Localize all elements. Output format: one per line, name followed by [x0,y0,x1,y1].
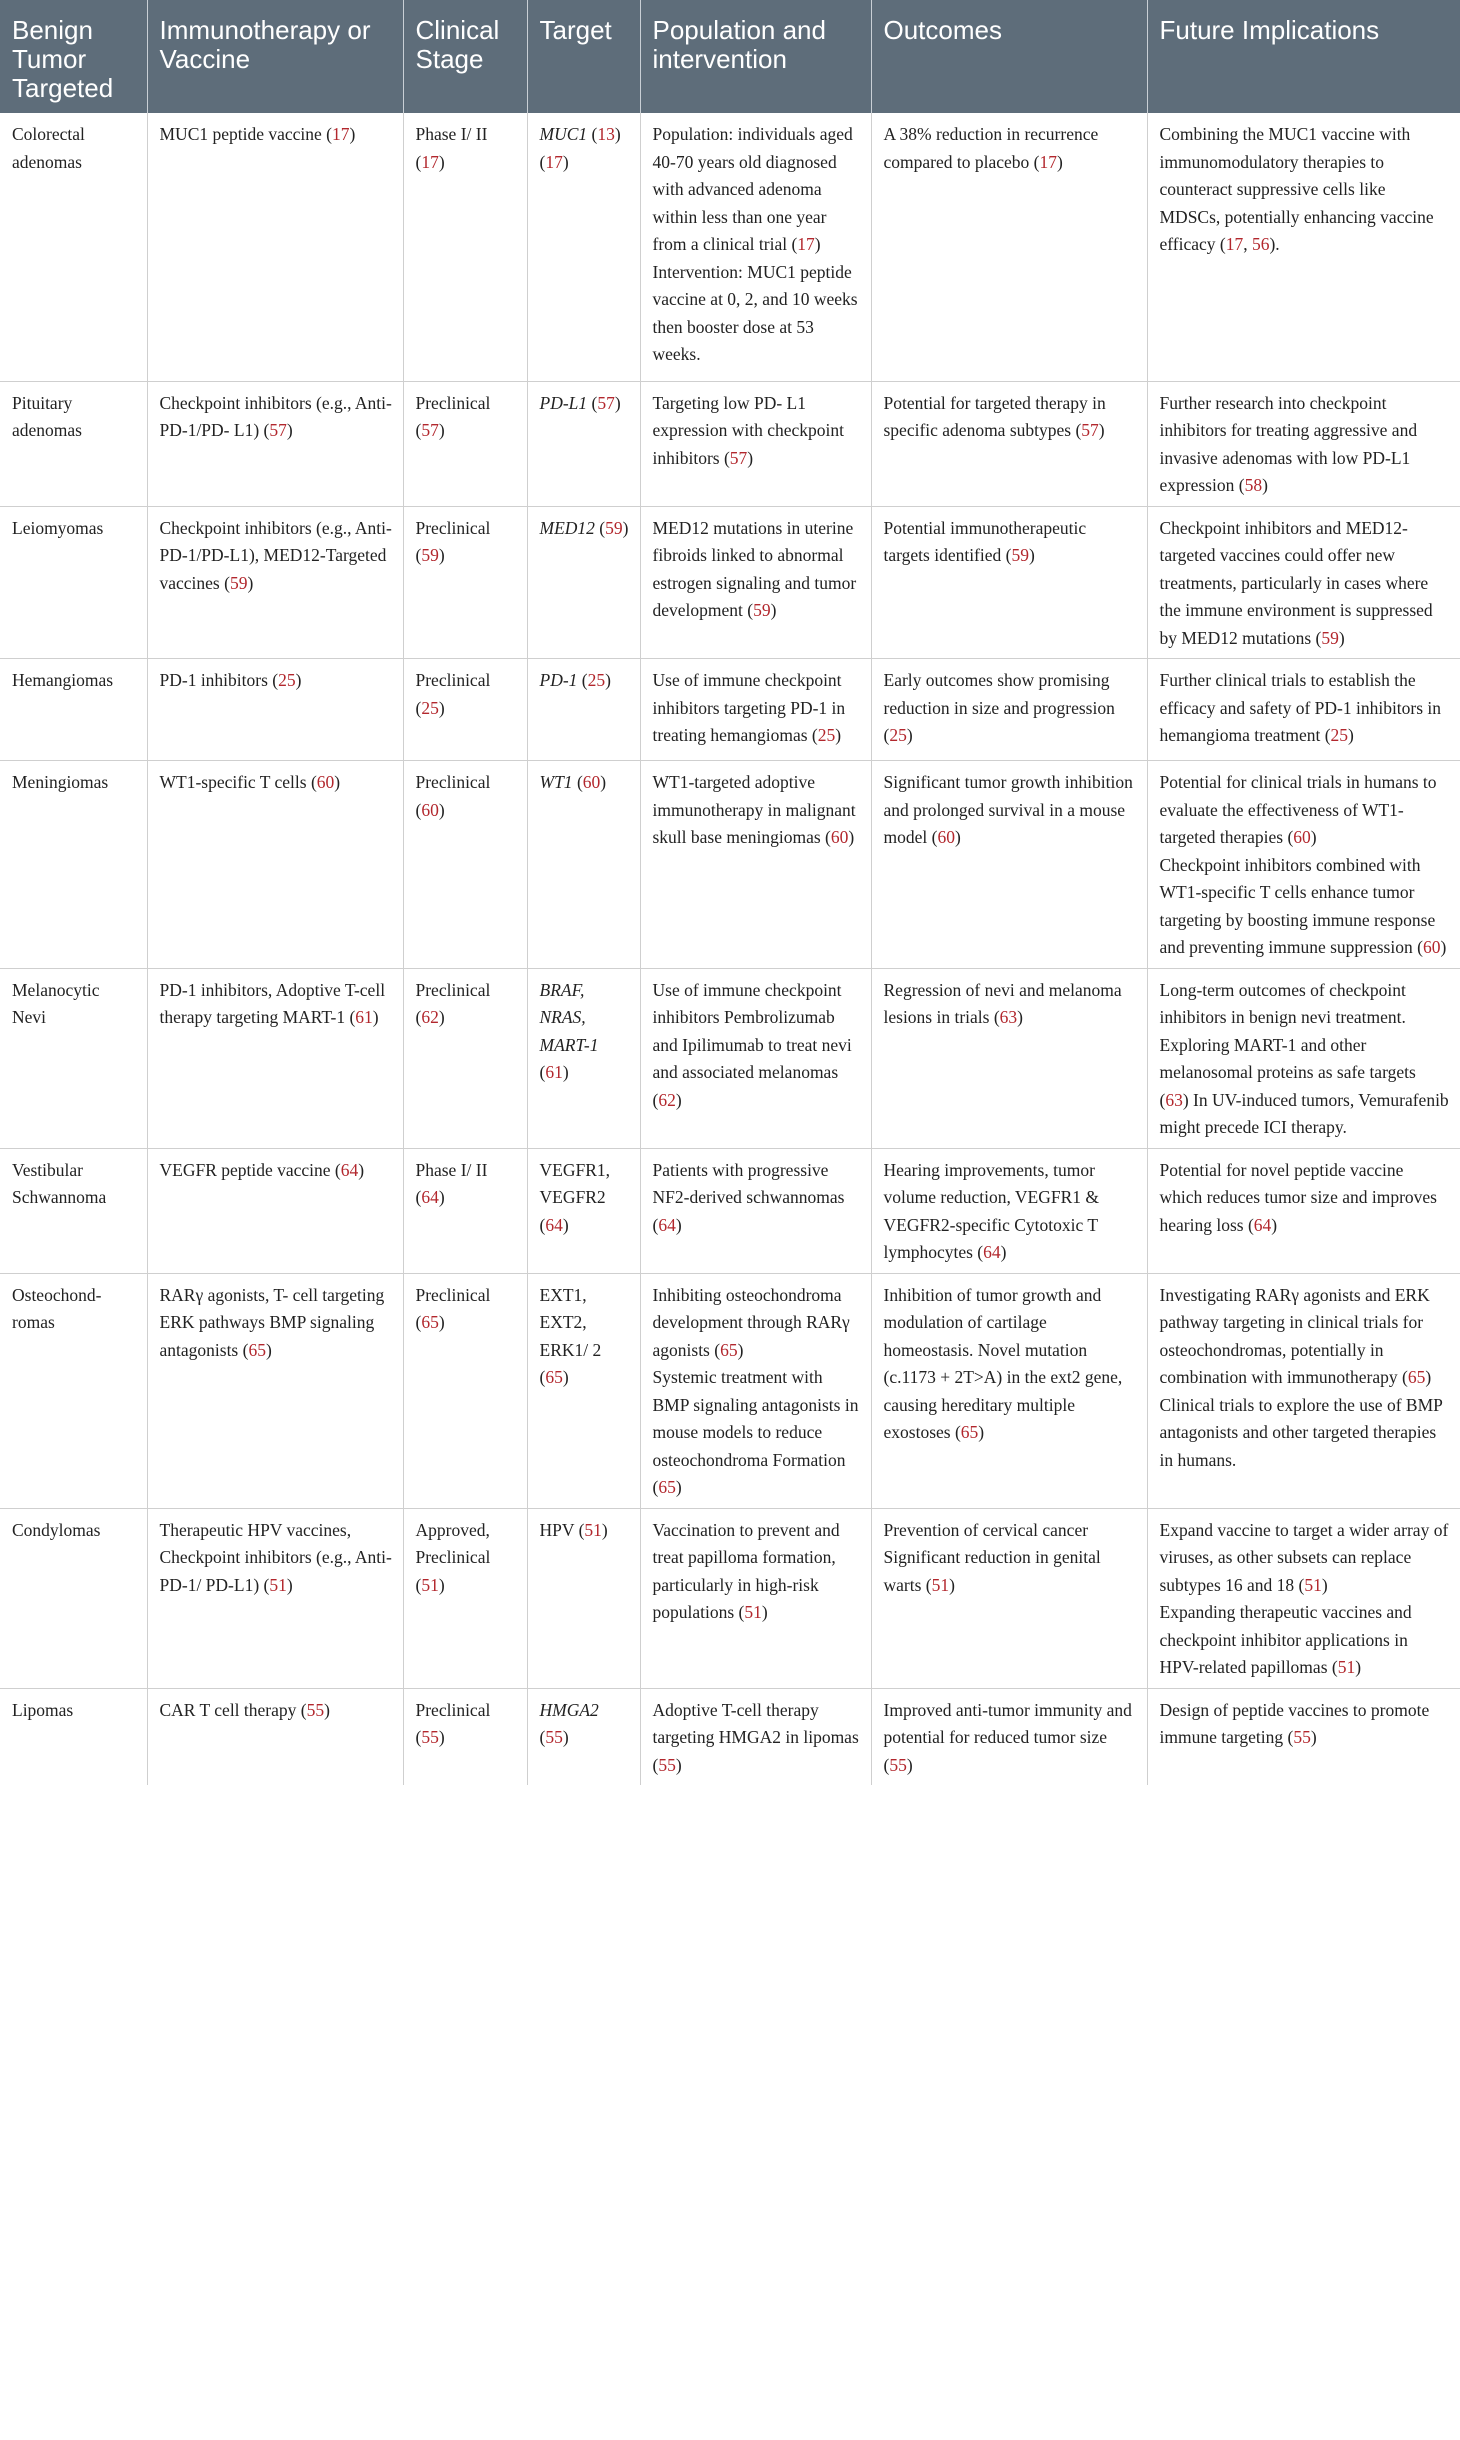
cell-text: ) [761,1602,768,1622]
immunotherapy-cell [147,506,403,659]
citation-link[interactable]: 64 [421,1187,439,1207]
cell-text: Melanocytic Nevi [12,979,100,1027]
cell-text: ) [562,1367,569,1387]
tumor-cell [0,506,147,659]
citation-link[interactable]: 60 [316,772,335,792]
cell-text: ) [438,1187,445,1207]
outcomes-cell [871,113,1147,381]
cell-text: Vaccination to prevent and treat papilloma formation, particularly in high-risk populations ( [652,1519,840,1622]
header-population: Population and intervention [640,0,871,113]
cell-text: ( [587,392,598,413]
target-cell [527,506,640,659]
stage-cell [403,1508,527,1688]
citation-link[interactable]: 51 [931,1574,950,1595]
citation-link[interactable]: 55 [545,1727,563,1747]
cell-text: ) [770,600,777,620]
citation-link[interactable]: 51 [744,1602,762,1622]
citation-link[interactable]: 55 [306,1699,325,1720]
cell-text: ) Expanding therapeutic vaccines and checkpoint inhibitor applications in HPV-related papillomas ( [1159,1574,1412,1677]
population-cell [640,1273,871,1508]
table-body [0,113,1460,1785]
citation-link[interactable]: 60 [937,827,955,847]
cell-text: ( [539,1062,546,1082]
outcomes-cell [871,761,1147,969]
citation-link[interactable]: 59 [1011,545,1029,565]
outcomes-cell [871,1508,1147,1688]
cell-text: Potential for clinical trials in humans to evaluate the effectiveness of WT1-targeted therapies ( [1159,772,1437,847]
cell-text: ) [1000,1242,1007,1262]
cell-text: PD-1 inhibitors ( [159,670,279,690]
table-row [0,761,1460,969]
population-cell [640,506,871,659]
citation-link[interactable]: 64 [340,1159,359,1180]
immunotherapy-cell [147,968,403,1148]
cell-text: Approved, Preclinical ( [415,1519,491,1595]
future-cell [1147,1688,1460,1785]
cell-text: ) [1017,1007,1023,1027]
citation-link[interactable]: 25 [1330,725,1349,745]
future-cell [1147,1508,1460,1688]
cell-text: Checkpoint inhibitors (e.g., Anti-PD-1/PD-L1), MED12-Targeted vaccines ( [159,517,392,593]
header-future: Future Implications [1147,0,1460,113]
citation-link[interactable]: 58 [1244,475,1263,495]
citation-link[interactable]: 60 [582,772,601,792]
future-cell [1147,659,1460,761]
outcomes-cell [871,381,1147,506]
table-row [0,506,1460,659]
citation-link[interactable]: 60 [830,827,849,847]
cell-text: HMGA2 [539,1699,599,1720]
cell-text: ) [1028,545,1035,565]
tumor-cell [0,659,147,761]
stage-cell [403,1148,527,1273]
cell-text: Hemangiomas [12,670,114,690]
citation-link[interactable]: 51 [584,1519,602,1540]
cell-text: MUC1 peptide vaccine ( [159,124,333,144]
cell-text: Adoptive T-cell therapy targeting HMGA2 in lipomas ( [652,1699,859,1775]
cell-text: Long-term outcomes of checkpoint inhibitors in benign nevi treatment. Exploring MART-1 and other melanosomal proteins as safe targets ( [1159,979,1416,1110]
future-cell [1147,1148,1460,1273]
cell-text: Hearing improvements, tumor volume reduction, VEGFR1 & VEGFR2-specific Cytotoxic T lymphocytes ( [883,1159,1099,1262]
citation-link[interactable]: 51 [1304,1574,1322,1595]
citation-link[interactable]: 59 [753,600,771,620]
cell-text: ) [675,1754,682,1775]
target-cell [527,1508,640,1688]
cell-text: MED12 [539,517,595,538]
citation-link[interactable]: 59 [1321,627,1339,648]
cell-text: Potential for novel peptide vaccine which reduces tumor size and improves hearing loss ( [1159,1159,1437,1235]
tumor-cell [0,1148,147,1273]
cell-text: ) [438,1727,445,1747]
cell-text: ) [614,392,621,413]
cell-text: ) [601,1519,608,1540]
header-target: Target [527,0,640,113]
cell-text: Preclinical ( [415,772,491,820]
cell-text: ) Clinical trials to explore the use of BMP antagonists and other targeted therapies in humans. [1159,1367,1443,1470]
cell-text: PD-1 inhibitors, Adoptive T-cell therapy targeting MART-1 ( [159,979,386,1027]
cell-text: Pituitary adenomas [12,392,82,440]
citation-link[interactable]: 64 [983,1242,1001,1262]
citation-link[interactable]: 17 [1039,151,1057,172]
cell-text: ) Systemic treatment with BMP signaling antagonists in mouse models to reduce osteochondroma Formation ( [652,1339,859,1497]
cell-text: MUC1 [539,124,588,144]
citation-link[interactable]: 64 [658,1214,676,1235]
cell-text: ) Checkpoint inhibitors combined with WT1-specific T cells enhance tumor targeting by boosting immune response and preventing immune suppression ( [1159,827,1436,957]
cell-text: Preclinical ( [415,670,491,718]
immunotherapy-cell [147,659,403,761]
cell-text: ) [358,1159,365,1180]
citation-link[interactable]: 55 [421,1727,439,1747]
cell-text: ) [835,725,842,745]
cell-text: ) [349,124,356,144]
target-cell [527,1148,640,1273]
cell-text: ) [1338,627,1345,648]
header-benign-tumor: Benign Tumor Targeted [0,0,147,113]
cell-text: ) [247,572,254,593]
cell-text: ) Intervention: MUC1 peptide vaccine at 0, 2, and 10 weeks then booster dose at 53 weeks. [652,234,858,364]
target-cell [527,761,640,969]
cell-text: ) ( [539,124,621,172]
cell-text: ( [539,1727,546,1747]
immunotherapy-cell [147,1508,403,1688]
cell-text: ) [1056,151,1063,172]
cell-text: PD-L1 [539,392,588,413]
cell-text: Significant tumor growth inhibition and prolonged survival in a mouse model ( [883,772,1133,847]
cell-text: ) [675,1477,682,1497]
cell-text: Therapeutic HPV vaccines, Checkpoint inhibitors (e.g., Anti-PD-1/ PD-L1) ( [159,1519,392,1595]
cell-text: ) [438,420,445,440]
citation-link[interactable]: 17 [332,124,350,144]
cell-text: ) [562,1214,569,1235]
cell-text: ) [675,1089,682,1110]
cell-text: ) [562,1727,569,1747]
citation-link[interactable]: 65 [658,1477,676,1497]
tumor-cell [0,381,147,506]
stage-cell [403,968,527,1148]
cell-text: Design of peptide vaccines to promote immune targeting ( [1159,1699,1430,1747]
immunotherapy-cell [147,381,403,506]
cell-text: ( [594,517,606,538]
tumor-cell [0,113,147,381]
header-immunotherapy: Immunotherapy or Vaccine [147,0,403,113]
immunotherapy-cell [147,113,403,381]
cell-text: ) [438,1007,445,1027]
citation-link[interactable]: 62 [421,1007,439,1027]
population-cell [640,113,871,381]
table-row [0,968,1460,1148]
cell-text: Potential immunotherapeutic targets identified ( [883,517,1087,565]
citation-link[interactable]: 59 [605,517,623,538]
cell-text: HPV ( [539,1519,585,1540]
cell-text: , [1243,234,1252,254]
citation-link[interactable]: 17 [1225,234,1244,254]
citation-link[interactable]: 13 [597,124,615,144]
table-row [0,1273,1460,1508]
cell-text: ) [747,447,754,468]
citation-link[interactable]: 25 [889,725,907,745]
population-cell [640,968,871,1148]
cell-text: Use of immune checkpoint inhibitors Pembrolizumab and Ipilimumab to treat nevi and associated melanomas ( [652,979,852,1110]
cell-text: VEGFR peptide vaccine ( [159,1159,341,1180]
cell-text: Preclinical ( [415,979,491,1027]
population-cell [640,761,871,969]
cell-text: Regression of nevi and melanoma lesions in trials ( [883,979,1122,1027]
header-outcomes: Outcomes [871,0,1147,113]
target-cell [527,1273,640,1508]
cell-text: Meningiomas [12,772,109,792]
table-row [0,113,1460,381]
citation-link[interactable]: 56 [1251,234,1270,254]
cell-text: ( [577,670,588,690]
citation-link[interactable]: 57 [729,447,748,468]
future-cell [1147,968,1460,1148]
cell-text: A 38% reduction in recurrence compared to placebo ( [883,124,1099,172]
citation-link[interactable]: 62 [658,1089,676,1110]
citation-link[interactable]: 25 [587,670,606,690]
citation-link[interactable]: 61 [545,1062,563,1082]
cell-text: ). [1269,234,1280,254]
table-row [0,1148,1460,1273]
cell-text: ( [587,124,598,144]
stage-cell [403,1273,527,1508]
table-row [0,381,1460,506]
citation-link[interactable]: 57 [597,392,615,413]
cell-text: ( [572,772,583,792]
stage-cell [403,506,527,659]
citation-link[interactable]: 57 [421,420,439,440]
cell-text: ) [978,1422,985,1442]
cell-text: Further clinical trials to establish the efficacy and safety of PD-1 inhibitors in hemangioma treatment ( [1159,670,1442,745]
cell-text: ) [286,420,293,440]
cell-text: Improved anti-tumor immunity and potential for reduced tumor size ( [883,1699,1132,1775]
cell-text: ) [438,1574,445,1595]
header-row [0,0,1460,113]
target-cell [527,381,640,506]
tumor-cell [0,1508,147,1688]
outcomes-cell [871,1273,1147,1508]
cell-text: EXT1, EXT2, ERK1/ 2 ( [539,1284,602,1387]
cell-text: Potential for targeted therapy in specific adenoma subtypes ( [883,392,1106,440]
cell-text: RARγ agonists, T- cell targeting ERK pathways BMP signaling antagonists ( [159,1284,385,1360]
citation-link[interactable]: 51 [1337,1657,1356,1677]
cell-text: ) [438,545,445,565]
cell-text: ) [1348,725,1354,745]
target-cell [527,968,640,1148]
citation-link[interactable]: 17 [797,234,815,254]
cell-text: ) [600,772,607,792]
cell-text: Prevention of cervical cancer Significant reduction in genital warts ( [883,1519,1101,1595]
cell-text: Further research into checkpoint inhibitors for treating aggressive and invasive adenomas with low PD-L1 expression ( [1159,392,1418,495]
cell-text: Osteochond-romas [12,1284,102,1332]
cell-text: ) [562,1062,569,1082]
cell-text: ) [438,151,445,172]
cell-text: ) [622,517,629,538]
tumor-cell [0,1688,147,1785]
cell-text: WT1-targeted adoptive immunotherapy in malignant skull base meningiomas ( [652,772,856,847]
future-cell [1147,761,1460,969]
cell-text: ) [605,670,611,690]
population-cell [640,659,871,761]
population-cell [640,381,871,506]
cell-text: Phase I/ II ( [415,124,488,172]
citation-link[interactable]: 65 [248,1339,266,1360]
outcomes-cell [871,1688,1147,1785]
citation-link[interactable]: 63 [999,1007,1018,1027]
table-row [0,1508,1460,1688]
table-header [0,0,1460,113]
cell-text: Phase I/ II ( [415,1159,488,1207]
population-cell [640,1148,871,1273]
cell-text: ) In UV-induced tumors, Vemurafenib might precede ICI therapy. [1159,1089,1449,1137]
table-row [0,659,1460,761]
cell-text: ) [848,827,855,847]
cell-text: Combining the MUC1 vaccine with immunomodulatory therapies to counteract suppressive cells like MDSCs, potentially enhancing vaccine efficacy ( [1159,124,1434,254]
target-cell [527,1688,640,1785]
future-cell [1147,381,1460,506]
cell-text: PD-1 [539,670,578,690]
cell-text: Inhibition of tumor growth and modulation of cartilage homeostasis. Novel mutation (c.1173 + 2T>A) in the ext2 gene, causing hereditary multiple exostoses ( [883,1284,1123,1442]
future-cell [1147,506,1460,659]
cell-text: Checkpoint inhibitors (e.g., Anti-PD-1/PD- L1) ( [159,392,392,440]
citation-link[interactable]: 57 [1081,420,1099,440]
cell-text: ) [675,1214,682,1235]
cell-text: Population: individuals aged 40-70 years old diagnosed with advanced adenoma within less than one year from a clinical trial ( [652,124,853,254]
citation-link[interactable]: 55 [658,1754,676,1775]
population-cell [640,1508,871,1688]
cell-text: Early outcomes show promising reduction in size and progression ( [883,670,1115,745]
cell-text: Colorectal adenomas [12,124,85,172]
cell-text: Preclinical ( [415,1699,491,1747]
tumor-cell [0,761,147,969]
citation-link[interactable]: 63 [1165,1089,1183,1110]
cell-text: ) [1440,937,1447,957]
cell-text: ) [954,827,961,847]
cell-text: Leiomyomas [12,517,104,538]
citation-link[interactable]: 17 [545,151,563,172]
cell-text: Preclinical ( [415,1284,491,1332]
cell-text: Inhibiting osteochondroma development through RARγ agonists ( [652,1284,850,1360]
cell-text: ) [334,772,341,792]
cell-text: Expand vaccine to target a wider array of viruses, as other subsets can replace subtypes 16 and 18 ( [1159,1519,1449,1595]
cell-text: Patients with progressive NF2-derived schwannomas ( [652,1159,845,1235]
cell-text: ) [438,799,445,820]
cell-text: ) [1262,475,1268,495]
cell-text: ) [1098,420,1105,440]
cell-text: ) [949,1574,955,1595]
citation-link[interactable]: 60 [1293,827,1311,847]
cell-text: Use of immune checkpoint inhibitors targeting PD-1 in treating hemangiomas ( [652,670,846,745]
cell-text: ) [295,670,302,690]
stage-cell [403,113,527,381]
citation-link[interactable]: 64 [1253,1214,1272,1235]
immunotherapy-cell [147,1148,403,1273]
cell-text: WT1 [539,772,573,792]
stage-cell [403,761,527,969]
cell-text: Targeting low PD- L1 expression with checkpoint inhibitors ( [652,392,844,468]
citation-link[interactable]: 59 [229,572,248,593]
cell-text: MED12 mutations in uterine fibroids linked to abnormal estrogen signaling and tumor development ( [652,517,857,620]
outcomes-cell [871,968,1147,1148]
citation-link[interactable]: 65 [960,1422,979,1442]
cell-text: ) [438,1312,445,1332]
table-row [0,1688,1460,1785]
stage-cell [403,381,527,506]
cell-text: WT1-specific T cells ( [159,772,317,792]
cell-text: ) [265,1339,272,1360]
cell-text: Lipomas [12,1699,74,1720]
citation-link[interactable]: 65 [720,1339,738,1360]
cell-text: ) [1355,1657,1362,1677]
citation-link[interactable]: 25 [817,725,836,745]
cell-text: ) [906,725,913,745]
cell-text: ) [1310,1727,1317,1747]
cell-text: Checkpoint inhibitors and MED12-targeted vaccines could offer new treatments, particularly in cases where the immune environment is suppressed by MED12 mutations ( [1159,517,1433,648]
citation-link[interactable]: 55 [1293,1727,1311,1747]
outcomes-cell [871,659,1147,761]
immunotherapy-cell [147,761,403,969]
cell-text: ) [438,697,445,718]
citation-link[interactable]: 55 [889,1754,907,1775]
cell-text: ) [286,1574,293,1595]
citation-link[interactable]: 51 [421,1574,439,1595]
citation-link[interactable]: 59 [421,545,439,565]
target-cell [527,113,640,381]
future-cell [1147,1273,1460,1508]
citation-link[interactable]: 51 [269,1574,287,1595]
cell-text: ) [324,1699,330,1720]
citation-link[interactable]: 25 [278,670,296,690]
citation-link[interactable]: 65 [421,1312,439,1332]
citation-link[interactable]: 60 [421,799,439,820]
target-cell [527,659,640,761]
cell-text: Preclinical ( [415,392,491,440]
cell-text: ) [906,1754,913,1775]
citation-link[interactable]: 65 [1407,1367,1426,1387]
citation-link[interactable]: 61 [355,1007,373,1027]
future-cell [1147,113,1460,381]
cell-text: CAR T cell therapy ( [159,1699,307,1720]
cell-text: Vestibular Schwannoma [12,1159,107,1207]
citation-link[interactable]: 60 [1422,937,1441,957]
immunotherapy-cell [147,1273,403,1508]
header-clinical-stage: Clinical Stage [403,0,527,113]
outcomes-cell [871,1148,1147,1273]
cell-text: ) [1271,1214,1278,1235]
immunotherapy-cell [147,1688,403,1785]
population-cell [640,1688,871,1785]
citation-link[interactable]: 57 [269,420,287,440]
citation-link[interactable]: 64 [545,1214,563,1235]
cell-text: ) [562,151,569,172]
cell-text: Condylomas [12,1519,101,1540]
tumor-cell [0,968,147,1148]
citation-link[interactable]: 65 [545,1367,563,1387]
stage-cell [403,659,527,761]
stage-cell [403,1688,527,1785]
cell-text: Preclinical ( [415,517,491,565]
outcomes-cell [871,506,1147,659]
citation-link[interactable]: 17 [421,151,439,172]
tumor-cell [0,1273,147,1508]
cell-text: Investigating RARγ agonists and ERK pathway targeting in clinical trials for osteochondromas, potentially in combination with immunotherapy ( [1159,1284,1430,1387]
cell-text: ) [372,1007,379,1027]
cell-text: VEGFR1, VEGFR2 ( [539,1159,610,1235]
citation-link[interactable]: 25 [421,697,439,718]
cell-text: BRAF, NRAS, MART-1 [539,979,599,1055]
